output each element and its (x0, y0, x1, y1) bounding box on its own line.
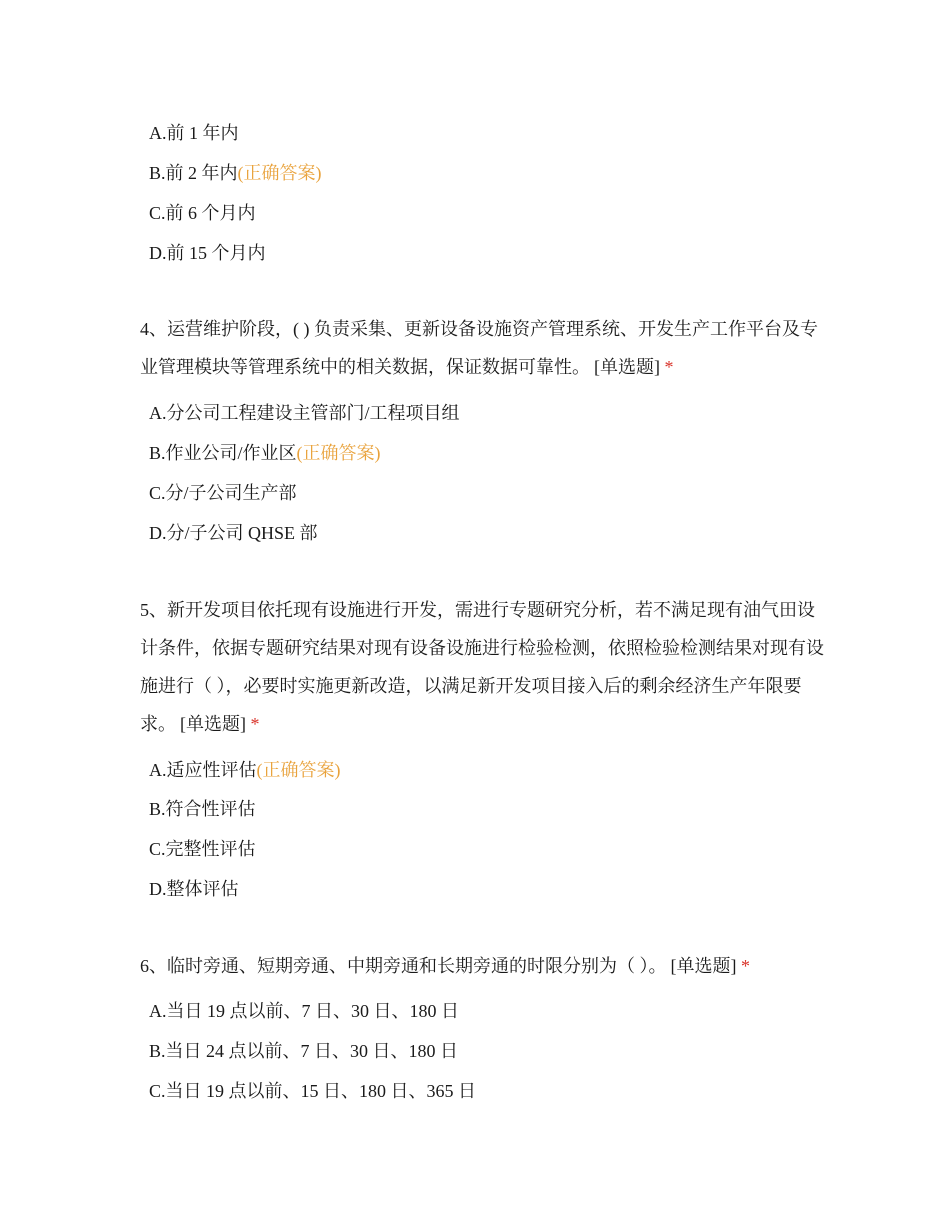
option-text: D.整体评估 (149, 879, 239, 899)
question-text: 5、新开发项目依托现有设施进行开发，需进行专题研究分析，若不满足现有油气田设计条件，依据专题研究结果对现有设备设施进行检验检测，依照检验检测结果对现有设施进行（ ），必要时实施更新改造，以满足新开发项目接入后的剩余经济生产年限要求。 (140, 600, 824, 734)
correct-answer-label: (正确答案) (296, 443, 381, 463)
question-4 (140, 310, 830, 386)
option-text: A.前 1 年内 (149, 123, 239, 143)
q5-option-d (149, 877, 239, 901)
q4-option-b (149, 441, 381, 465)
q5-option-b (149, 797, 256, 821)
question-text: 6、临时旁通、短期旁通、中期旁通和长期旁通的时限分别为（ ）。 (140, 956, 667, 976)
q4-option-c (149, 481, 297, 505)
option-text: C.当日 19 点以前、15 日、180 日、365 日 (149, 1081, 477, 1101)
q4-option-d (149, 521, 318, 545)
q5-option-c (149, 837, 256, 861)
q3-option-d (149, 241, 266, 265)
option-text: A.分公司工程建设主管部门/工程项目组 (149, 403, 460, 423)
option-text: B.当日 24 点以前、7 日、30 日、180 日 (149, 1041, 459, 1061)
q6-option-c (149, 1079, 476, 1103)
q5-option-a (149, 758, 341, 782)
question-text: 4、运营维护阶段，( ) 负责采集、更新设备设施资产管理系统、开发生产工作平台及专业管理模块等管理系统中的相关数据，保证数据可靠性。 (140, 319, 818, 377)
option-text: C.分/子公司生产部 (149, 483, 297, 503)
required-star: * (741, 956, 750, 976)
option-text: A.当日 19 点以前、7 日、30 日、180 日 (149, 1001, 459, 1021)
option-text: D.分/子公司 QHSE 部 (149, 523, 318, 543)
correct-answer-label: (正确答案) (237, 163, 322, 183)
question-type-tag: [单选题] (670, 956, 737, 976)
q3-option-c (149, 201, 256, 225)
option-text: A.适应性评估 (149, 760, 257, 780)
option-text: B.符合性评估 (149, 799, 256, 819)
required-star: * (664, 357, 674, 377)
q3-option-a (149, 121, 239, 145)
q6-option-b (149, 1039, 458, 1063)
option-text: B.作业公司/作业区 (149, 443, 297, 463)
q4-option-a (149, 401, 460, 425)
question-type-tag: [单选题] (594, 357, 660, 377)
option-text: C.前 6 个月内 (149, 203, 256, 223)
question-type-tag: [单选题] (180, 714, 246, 734)
option-text: D.前 15 个月内 (149, 243, 266, 263)
question-6 (140, 947, 830, 985)
option-text: B.前 2 年内 (149, 163, 238, 183)
q3-option-b (149, 161, 322, 185)
option-text: C.完整性评估 (149, 839, 256, 859)
required-star: * (250, 714, 260, 734)
correct-answer-label: (正确答案) (256, 760, 341, 780)
q6-option-a (149, 999, 459, 1023)
question-5 (140, 591, 830, 743)
